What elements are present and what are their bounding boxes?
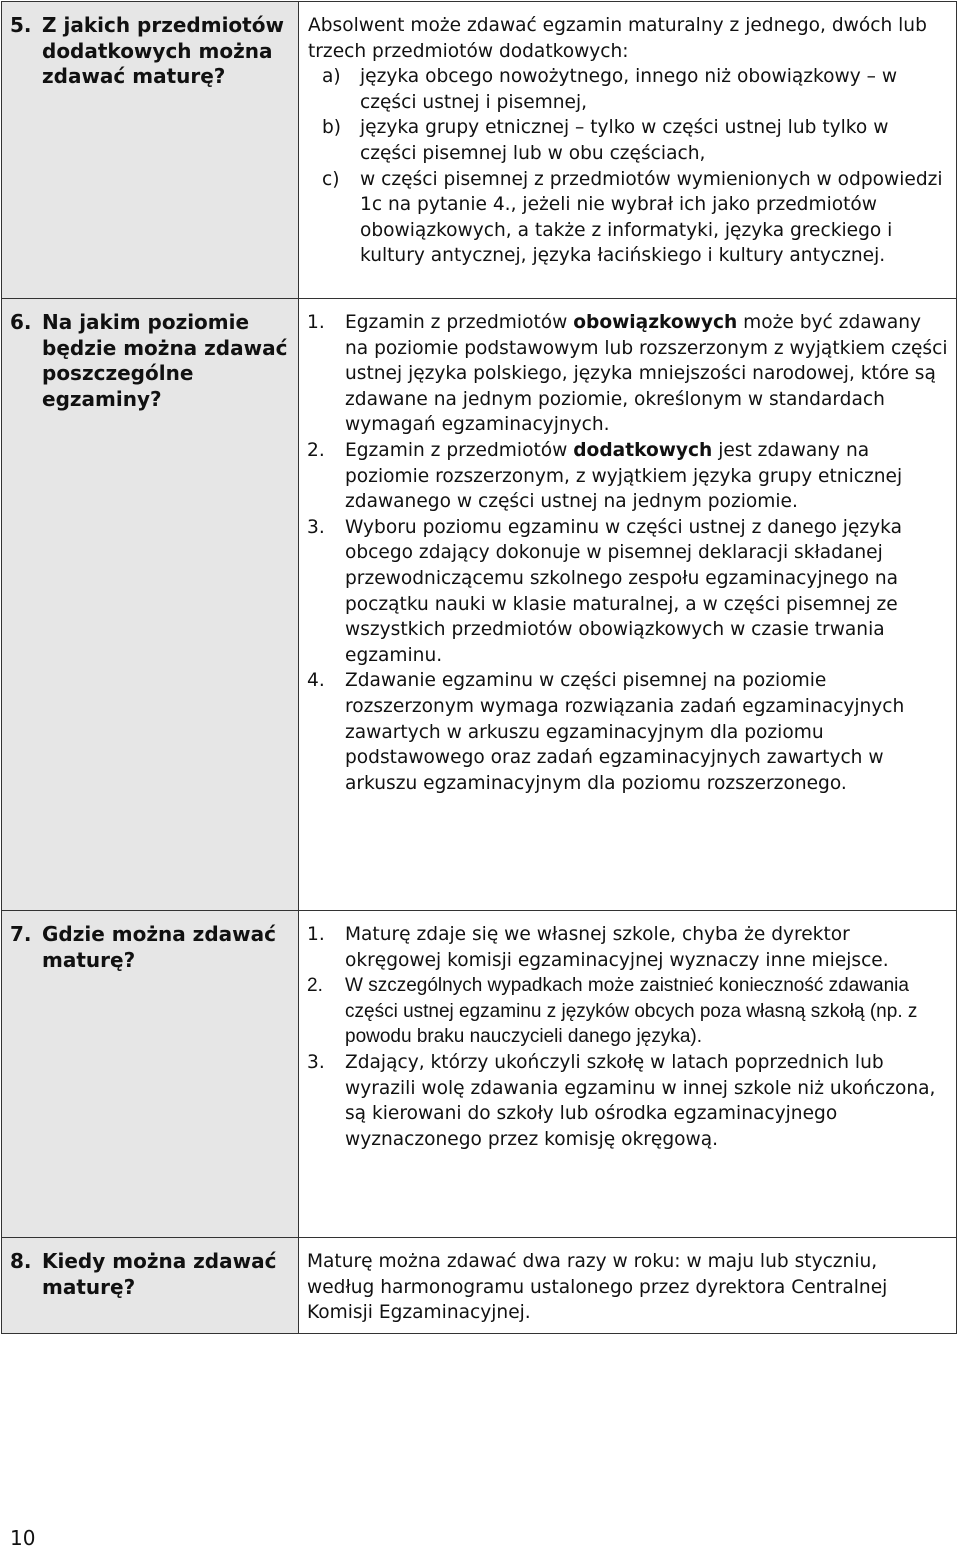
list-item [307,1050,950,1152]
question-cell [2,2,299,299]
item-text-bold: obowiązkowych [573,312,738,333]
question-number: 7. [10,922,32,946]
list-item [307,438,950,515]
question-cell [2,911,299,1238]
item-text-post: jest zdawany na poziomie rozszerzonym, z wyjątkiem języka grupy etnicznej zdawanego w części ustnej na jednym poziomie. [345,439,903,513]
question-number: 6. [10,310,32,334]
question-text: Na jakim poziomie będzie można zdawać poszczególne egzaminy? [42,310,288,411]
item-marker: 2. [307,439,325,461]
item-text: Zdający, którzy ukończyli szkołę w latach poprzednich lub wyrazili wolę zdawania egzaminu w innej szkole niż ukończona, są kierowani do szkoły lub ośrodka egzaminacyjnego wyznaczonego przez komisję okręgową. [345,1051,936,1150]
question-text: Gdzie można zdawać maturę? [42,922,276,972]
item-text-pre: Egzamin z przedmiotów [345,439,574,461]
item-text: W szczególnych wypadkach może zaistnieć konieczność zdawania części ustnej egzaminu z języków obcych poza własną szkołą (np. z powodu braku nauczycieli danego języka). [345,975,918,1048]
item-text: języka grupy etnicznej – tylko w części ustnej lub tylko w części pisemnej lub w obu częściach, [360,117,889,164]
question-cell [2,1238,299,1334]
list-item [307,973,950,1050]
question-cell [2,299,299,911]
question-text: Kiedy można zdawać maturę? [42,1249,277,1299]
list-item [307,310,950,438]
item-marker: c) [322,168,340,190]
question-text: Z jakich przedmiotów dodatkowych można zdawać maturę? [42,13,284,89]
item-text: Maturę zdaje się we własnej szkole, chyba że dyrektor okręgowej komisji egzaminacyjnej wyznaczy inne miejsce. [345,924,889,971]
item-text-post: może być zdawany na poziomie podstawowym lub rozszerzonym z wyjątkiem części ustnej języka polskiego, języka mniejszości narodowej, które są zdawane na jednym poziomie, określonym w standardach wymagań egzaminacyjnych. [345,312,948,436]
item-text: Wyboru poziomu egzaminu w części ustnej z danego języka obcego zdający dokonuje w pisemnej deklaracji składanej przewodniczącemu szkolnego zespołu egzaminacyjnego na początku nauki w klasie maturalnej, a w części pisemnej ze wszystkich przedmiotów obowiązkowych w czasie trwania egzaminu. [345,516,902,666]
faq-table [1,1,957,1334]
item-text-bold: dodatkowych [573,439,713,461]
answer-cell [299,1238,957,1334]
question-number: 8. [10,1249,32,1273]
list-item [307,668,950,796]
faq-row [2,1238,957,1334]
item-text: w części pisemnej z przedmiotów wymienionych w odpowiedzi 1c na pytanie 4., jeżeli nie wybrał ich jako przedmiotów obowiązkowych, a także z informatyki, języka greckiego i kultury antycznej, języka łacińskiego i kultury antycznej. [360,168,943,267]
item-marker: 3. [307,516,325,538]
item-text: Zdawanie egzaminu w części pisemnej na poziomie rozszerzonym wymaga rozwiązania zadań egzaminacyjnych zawartych w arkuszu egzaminacyjnym dla poziomu podstawowego oraz zadań egzaminacyjnych zawartych w arkuszu egzaminacyjnym dla poziomu rozszerzonego. [345,670,905,794]
answer-cell [299,2,957,299]
answer-cell [299,911,957,1238]
item-marker: 2. [307,975,323,997]
list-item [307,64,950,115]
answer-cell [299,299,957,911]
item-marker: b) [322,117,342,139]
item-marker: 3. [307,1051,325,1073]
question-number: 5. [10,13,32,37]
list-item [307,115,950,166]
item-text-pre: Egzamin z przedmiotów [345,312,574,333]
answer-text: Maturę można zdawać dwa razy w roku: w maju lub styczniu, według harmonogramu ustalonego przez dyrektora Centralnej Komisji Egzaminacyjnej. [307,1251,888,1324]
list-item [307,515,950,669]
item-marker: 1. [307,924,325,945]
list-item [307,167,950,269]
item-marker: 4. [307,670,325,692]
faq-row [2,911,957,1238]
item-text: języka obcego nowożytnego, innego niż obowiązkowy – w części ustnej i pisemnej, [360,66,898,113]
item-marker: a) [322,66,341,88]
faq-row [2,299,957,911]
item-text [345,310,950,438]
list-item [307,922,950,973]
faq-row [2,2,957,299]
answer-intro: Absolwent może zdawać egzamin maturalny z jednego, dwóch lub trzech przedmiotów dodatkowych: [308,15,927,62]
item-text [345,438,950,515]
item-marker: 1. [307,312,325,333]
page-number: 10 [10,1526,36,1550]
